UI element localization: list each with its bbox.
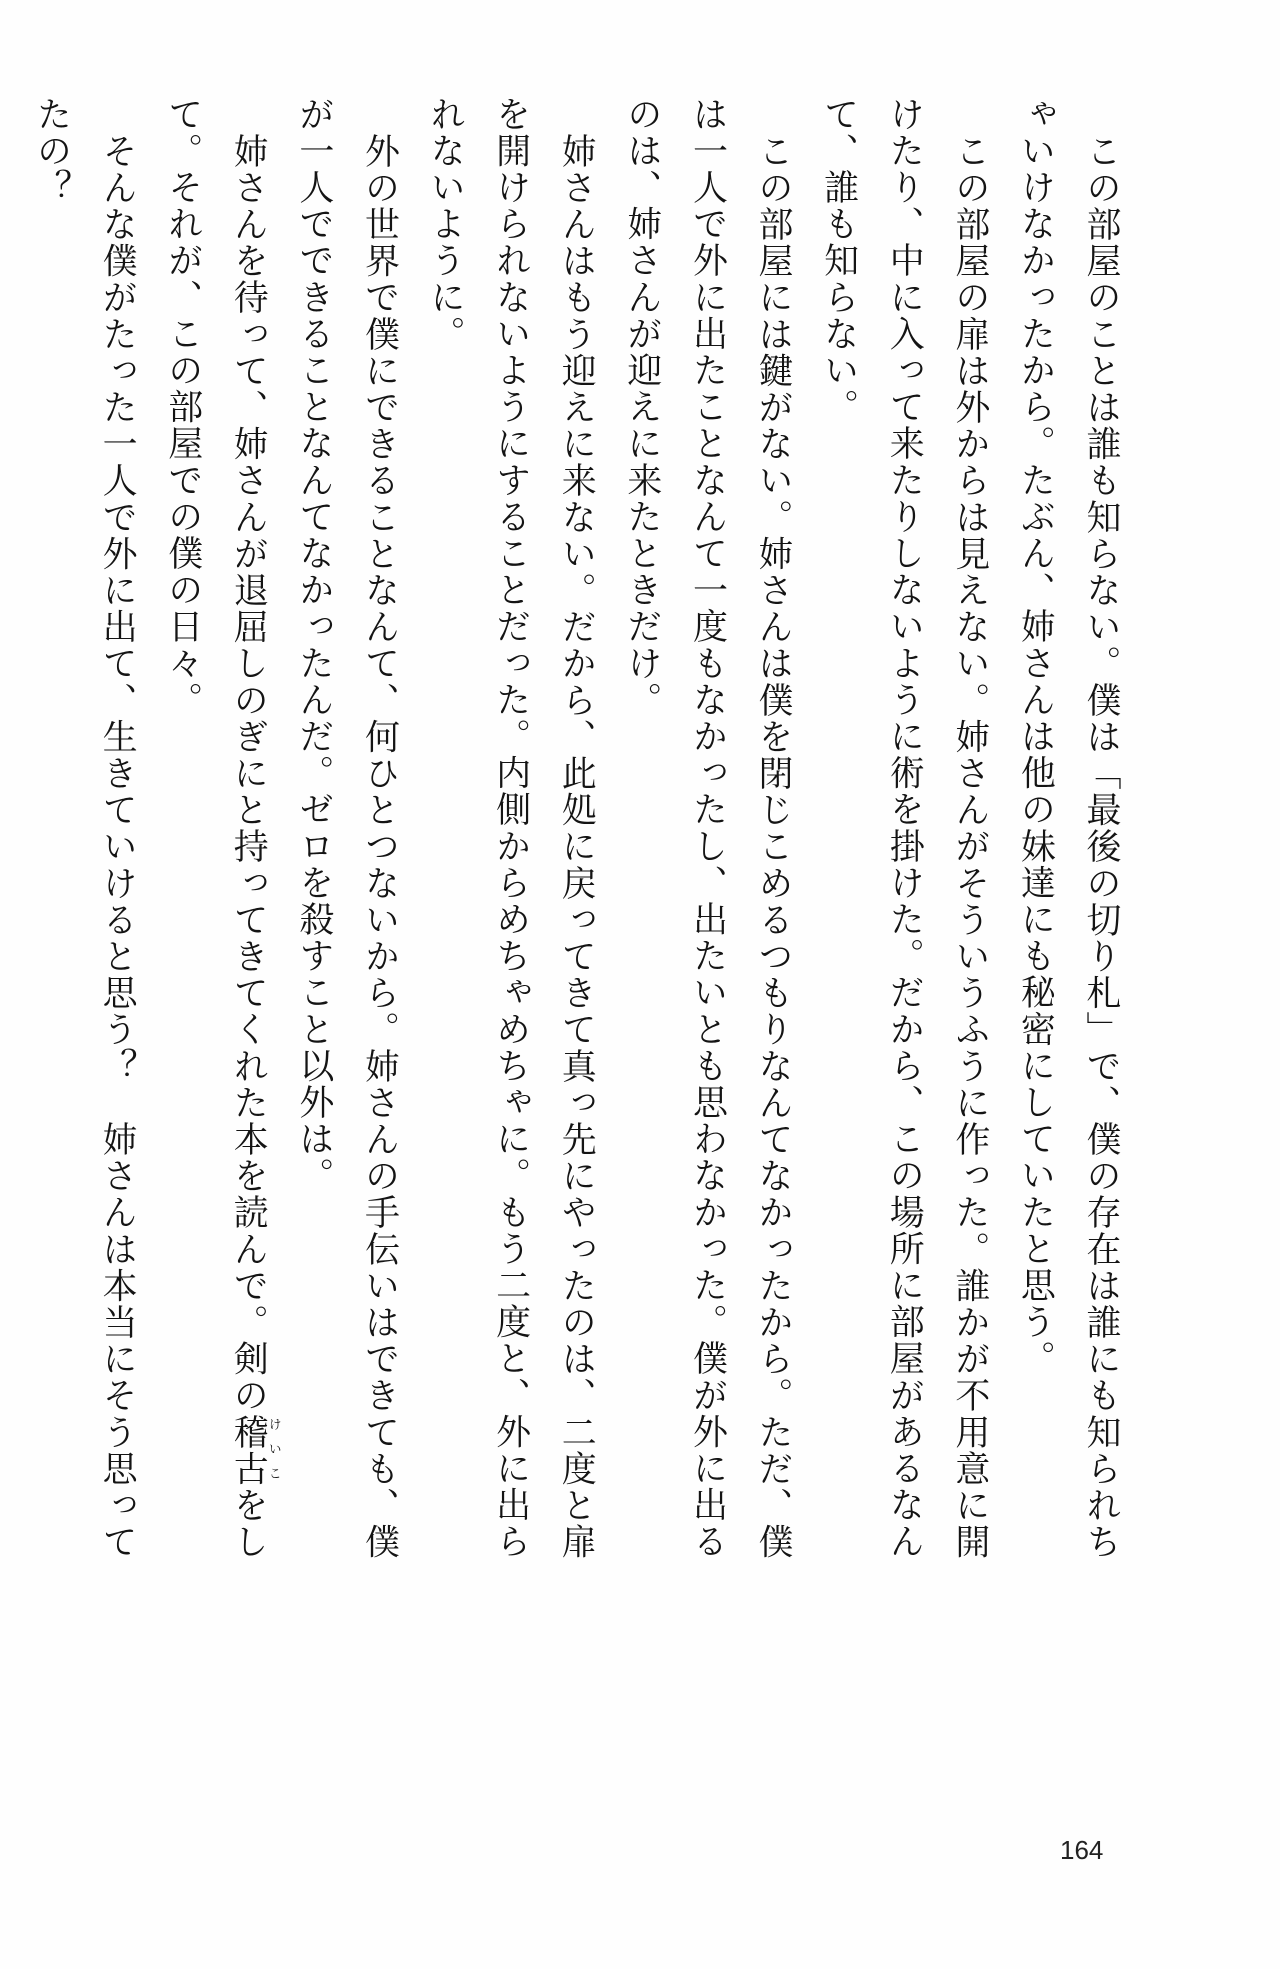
ruby-reading: けいこ bbox=[265, 1414, 281, 1488]
text-line-with-ruby bbox=[215, 96, 281, 1596]
text-line: のは、姉さんが迎えに来たときだけ。 bbox=[621, 96, 662, 719]
text-line: は一人で外に出たことなんて一度もなかったし、出たいとも思わなかった。僕が外に出る bbox=[687, 96, 728, 1560]
text-line: ゃいけなかったから。たぶん、姉さんは他の妹達にも秘密にしていたと思う。 bbox=[1015, 96, 1056, 1377]
text-line: この部屋の扉は外からは見えない。姉さんがそういうふうに作った。誰かが不用意に開 bbox=[949, 133, 990, 1561]
text-line: この部屋のことは誰も知らない。僕は「最後の切り札」で、僕の存在は誰にも知られち bbox=[1081, 133, 1121, 1561]
text-line: を開けられないようにすることだった。内側からめちゃめちゃに。もう二度と、外に出ら bbox=[490, 96, 531, 1560]
page-number: 164 bbox=[1060, 1835, 1104, 1865]
text-line: 外の世界で僕にできることなんて、何ひとつないから。姉さんの手伝いはできても、僕 bbox=[359, 133, 400, 1561]
text-line: れないように。 bbox=[425, 96, 466, 353]
text-segment: をし bbox=[228, 1487, 269, 1561]
text-segment: 姉さんを待って、姉さんが退屈しのぎにと持ってきてくれた本を読んで。剣の bbox=[228, 133, 269, 1414]
vertical-text-body bbox=[18, 96, 1133, 1596]
ruby-base: 稽古 bbox=[228, 1414, 269, 1488]
text-line: けたり、中に入って来たりしないように術を掛けた。だから、この場所に部屋があるなん bbox=[884, 96, 925, 1560]
text-line: て。それが、この部屋での僕の日々。 bbox=[162, 96, 203, 719]
text-line: て、誰も知らない。 bbox=[818, 96, 859, 426]
text-line: そんな僕がたった一人で外に出て、生きていけると思う？ 姉さんは本当にそう思って bbox=[97, 133, 138, 1561]
text-line: が一人でできることなんてなかったんだ。ゼロを殺すこと以外は。 bbox=[293, 96, 334, 1194]
text-line: この部屋には鍵がない。姉さんは僕を閉じこめるつもりなんてなかったから。ただ、僕 bbox=[753, 133, 794, 1561]
text-line: 姉さんはもう迎えに来ない。だから、此処に戻ってきて真っ先にやったのは、二度と扉 bbox=[556, 133, 597, 1561]
ruby-word bbox=[228, 1414, 281, 1488]
text-line: たの？ bbox=[31, 96, 72, 206]
